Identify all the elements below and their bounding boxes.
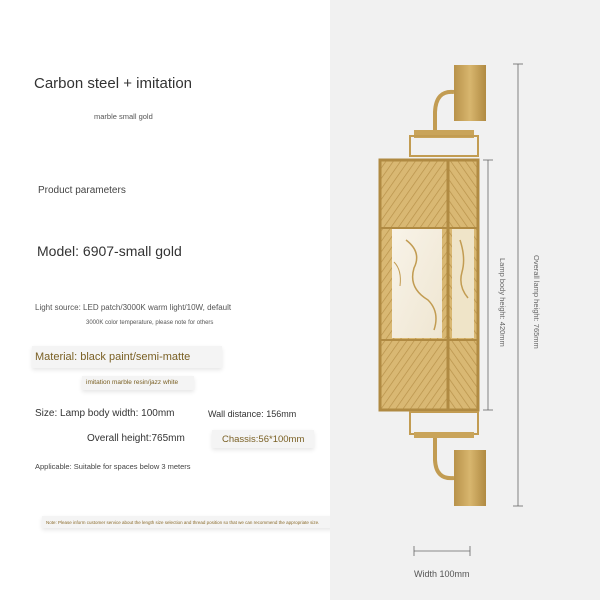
top-mount-plate <box>454 65 486 121</box>
lamp-illustration <box>330 0 600 600</box>
width-label: Width 100mm <box>414 569 470 579</box>
bottom-arm <box>435 438 454 478</box>
size-width: Size: Lamp body width: 100mm <box>35 408 175 419</box>
applicable: Applicable: Suitable for spaces below 3 meters <box>35 462 191 471</box>
note: Note: Please inform customer service about the length size selection and thread position so that we can recommend the appropriate size. <box>46 520 320 525</box>
wall-distance: Wall distance: 156mm <box>208 409 297 419</box>
params-label: Product parameters <box>38 185 126 196</box>
material-sub: imitation marble resin/jazz white <box>86 379 179 386</box>
overall-lamp-height-label: Overall lamp height: 765mm <box>532 255 541 349</box>
material: Material: black paint/semi-matte <box>35 351 191 363</box>
chassis: Chassis:56*100mm <box>222 434 305 445</box>
model-text: Model: 6907-small gold <box>37 243 182 259</box>
light-source: Light source: LED patch/3000K warm light/10W, default <box>35 303 232 312</box>
bottom-mount-plate <box>454 450 486 506</box>
light-source-note: 3000K color temperature, please note for others <box>86 320 214 326</box>
heading: Carbon steel + imitation <box>34 75 192 92</box>
lamp-body <box>380 160 478 410</box>
lamp-body-height-label: Lamp body height: 420mm <box>498 258 507 347</box>
top-arm <box>435 92 454 134</box>
heading-subtitle: marble small gold <box>94 112 153 121</box>
overall-height: Overall height:765mm <box>87 433 185 444</box>
